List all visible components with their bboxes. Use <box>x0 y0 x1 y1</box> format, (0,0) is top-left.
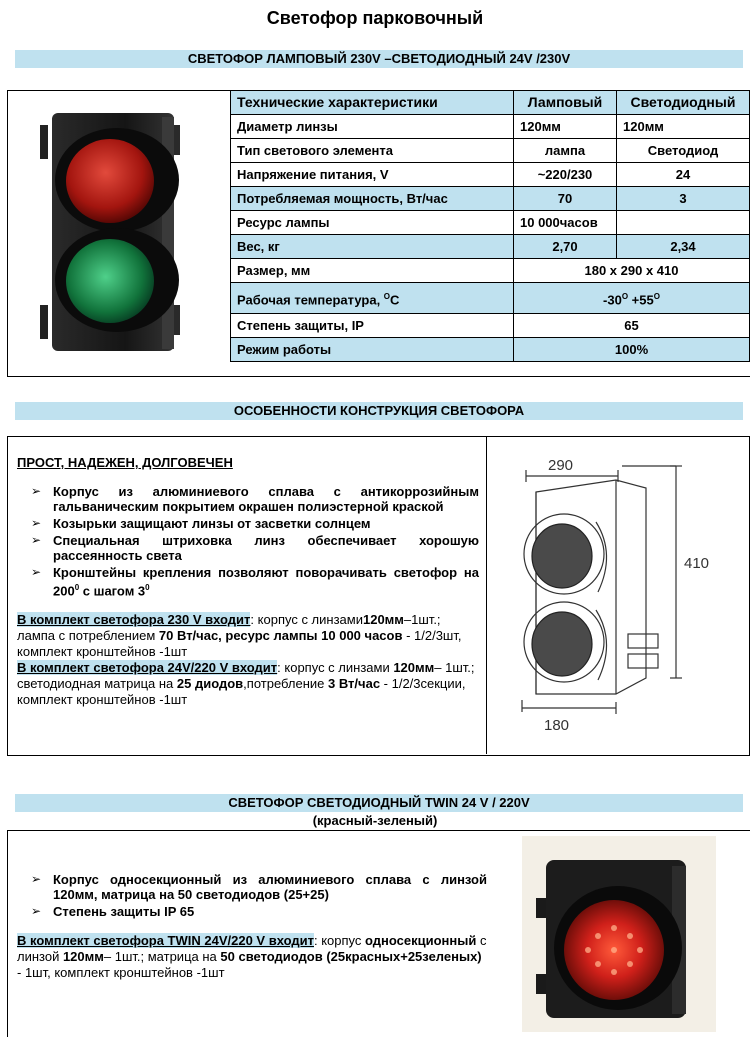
row-merged-value: $-30^O +55^O$ <box>514 283 750 314</box>
dim-depth-label: 180 <box>544 717 570 734</box>
row-name: Ресурс лампы <box>231 211 514 235</box>
table-row <box>231 338 750 362</box>
list-item: ➢ Корпус из алюминиевого сплава с антикоррозийным гальваническим покрытием окрашен полиэстерной краской <box>53 484 479 514</box>
features-heading: ПРОСТ, НАДЕЖЕН, ДОЛГОВЕЧЕН <box>17 455 233 470</box>
row-name: Вес, кг <box>231 235 514 259</box>
table-header-row <box>231 91 750 115</box>
row-led-value: 3 <box>617 187 750 211</box>
dim-width-label: 290 <box>548 457 574 474</box>
list-item: ➢ Кронштейны крепления позволяют поворачивать светофор на $200^0$ с шагом $3^0$ <box>53 565 479 598</box>
kit-230-label: В комплект светофора 230 V входит <box>17 612 251 628</box>
row-merged-value: 65 <box>514 314 750 338</box>
list-item: ➢ Степень защиты IP 65 <box>53 904 487 919</box>
twin-list <box>17 872 487 919</box>
row-lamp-value: ~220/230 <box>514 163 617 187</box>
col-header-lamp: Ламповый <box>514 91 617 115</box>
dim-height-label: 410 <box>684 555 710 572</box>
list-item: ➢ Козырьки защищают линзы от засветки солнцем <box>53 516 479 531</box>
row-name: Степень защиты, IP <box>231 314 514 338</box>
table-row <box>231 314 750 338</box>
table-row <box>231 115 750 139</box>
section-band-lamp-led: СВЕТОФОР ЛАМПОВЫЙ 230V –СВЕТОДИОДНЫЙ 24V /230V <box>15 50 743 68</box>
row-merged-value: 180 x 290 x 410 <box>514 259 750 283</box>
table-row <box>231 163 750 187</box>
row-name: Режим работы <box>231 338 514 362</box>
table-row <box>231 235 750 259</box>
col-header-specs: Технические характеристики <box>231 91 514 115</box>
section-band-features: ОСОБЕННОСТИ КОНСТРУКЦИЯ СВЕТОФОРА <box>15 402 743 420</box>
col-header-led: Светодиодный <box>617 91 750 115</box>
row-name: Напряжение питания, V <box>231 163 514 187</box>
row-name: Тип светового элемента <box>231 139 514 163</box>
list-item: ➢ Специальная штриховка линз обеспечивает хорошую рассеянность света <box>53 533 479 563</box>
twin-text <box>17 872 487 981</box>
spec-table <box>230 90 750 362</box>
table-row <box>231 259 750 283</box>
row-led-value: 24 <box>617 163 750 187</box>
row-led-value: 2,34 <box>617 235 750 259</box>
twin-subtitle: (красный-зеленый) <box>312 813 438 828</box>
table-row <box>231 187 750 211</box>
row-lamp-value: 10 000часов <box>514 211 617 235</box>
row-name: Размер, мм <box>231 259 514 283</box>
traffic-light-photo-icon <box>12 95 224 370</box>
row-led-value: 120мм <box>617 115 750 139</box>
kit-24-text: В комплект светофора 24V/220 V входит: корпус с линзами 120мм– 1шт.; светодиодная матрица на 25 диодов,потребление 3 Вт/час - 1/2/3секции, комплект кронштейнов -1шт <box>17 660 475 708</box>
row-led-value: Светодиод <box>617 139 750 163</box>
table-row <box>231 139 750 163</box>
kit-230-text: В комплект светофора 230 V входит: корпус с линзами120мм–1шт.; лампа с потреблением 70 Вт/час, ресурс лампы 10 000 часов - 1/2/3шт, комплект кронштейнов -1шт <box>17 612 462 660</box>
section-band-twin: СВЕТОФОР СВЕТОДИОДНЫЙ TWIN 24 V / 220V <box>15 794 743 812</box>
table-row <box>231 283 750 314</box>
row-lamp-value: 70 <box>514 187 617 211</box>
row-name: Диаметр линзы <box>231 115 514 139</box>
row-name: Потребляемая мощность, Вт/час <box>231 187 514 211</box>
features-text <box>17 455 479 708</box>
table-row <box>231 211 750 235</box>
twin-kit-text: В комплект светофора TWIN 24V/220 V входит: корпус односекционный с линзой 120мм– 1шт.; матрица на 50 светодиодов (25красных+25зеленых) - 1шт, комплект кронштейнов -1шт <box>17 933 487 980</box>
page-title: Светофор парковочный <box>266 8 484 28</box>
twin-led-photo-icon <box>522 836 716 1032</box>
features-divider <box>486 436 487 754</box>
row-name: Рабочая температура, $^O$C <box>231 283 514 314</box>
twin-kit-label: В комплект светофора TWIN 24V/220 V входит <box>17 933 314 948</box>
dimension-drawing <box>496 444 744 744</box>
row-lamp-value: лампа <box>514 139 617 163</box>
features-list <box>17 484 479 598</box>
row-lamp-value: 2,70 <box>514 235 617 259</box>
kit-24-label: В комплект светофора 24V/220 V входит <box>17 660 278 676</box>
row-lamp-value: 120мм <box>514 115 617 139</box>
row-merged-value: 100% <box>514 338 750 362</box>
row-led-value <box>617 211 750 235</box>
list-item: ➢ Корпус односекционный из алюминиевого сплава с линзой 120мм, матрица на 50 светодиодов (25+25) <box>53 872 487 902</box>
